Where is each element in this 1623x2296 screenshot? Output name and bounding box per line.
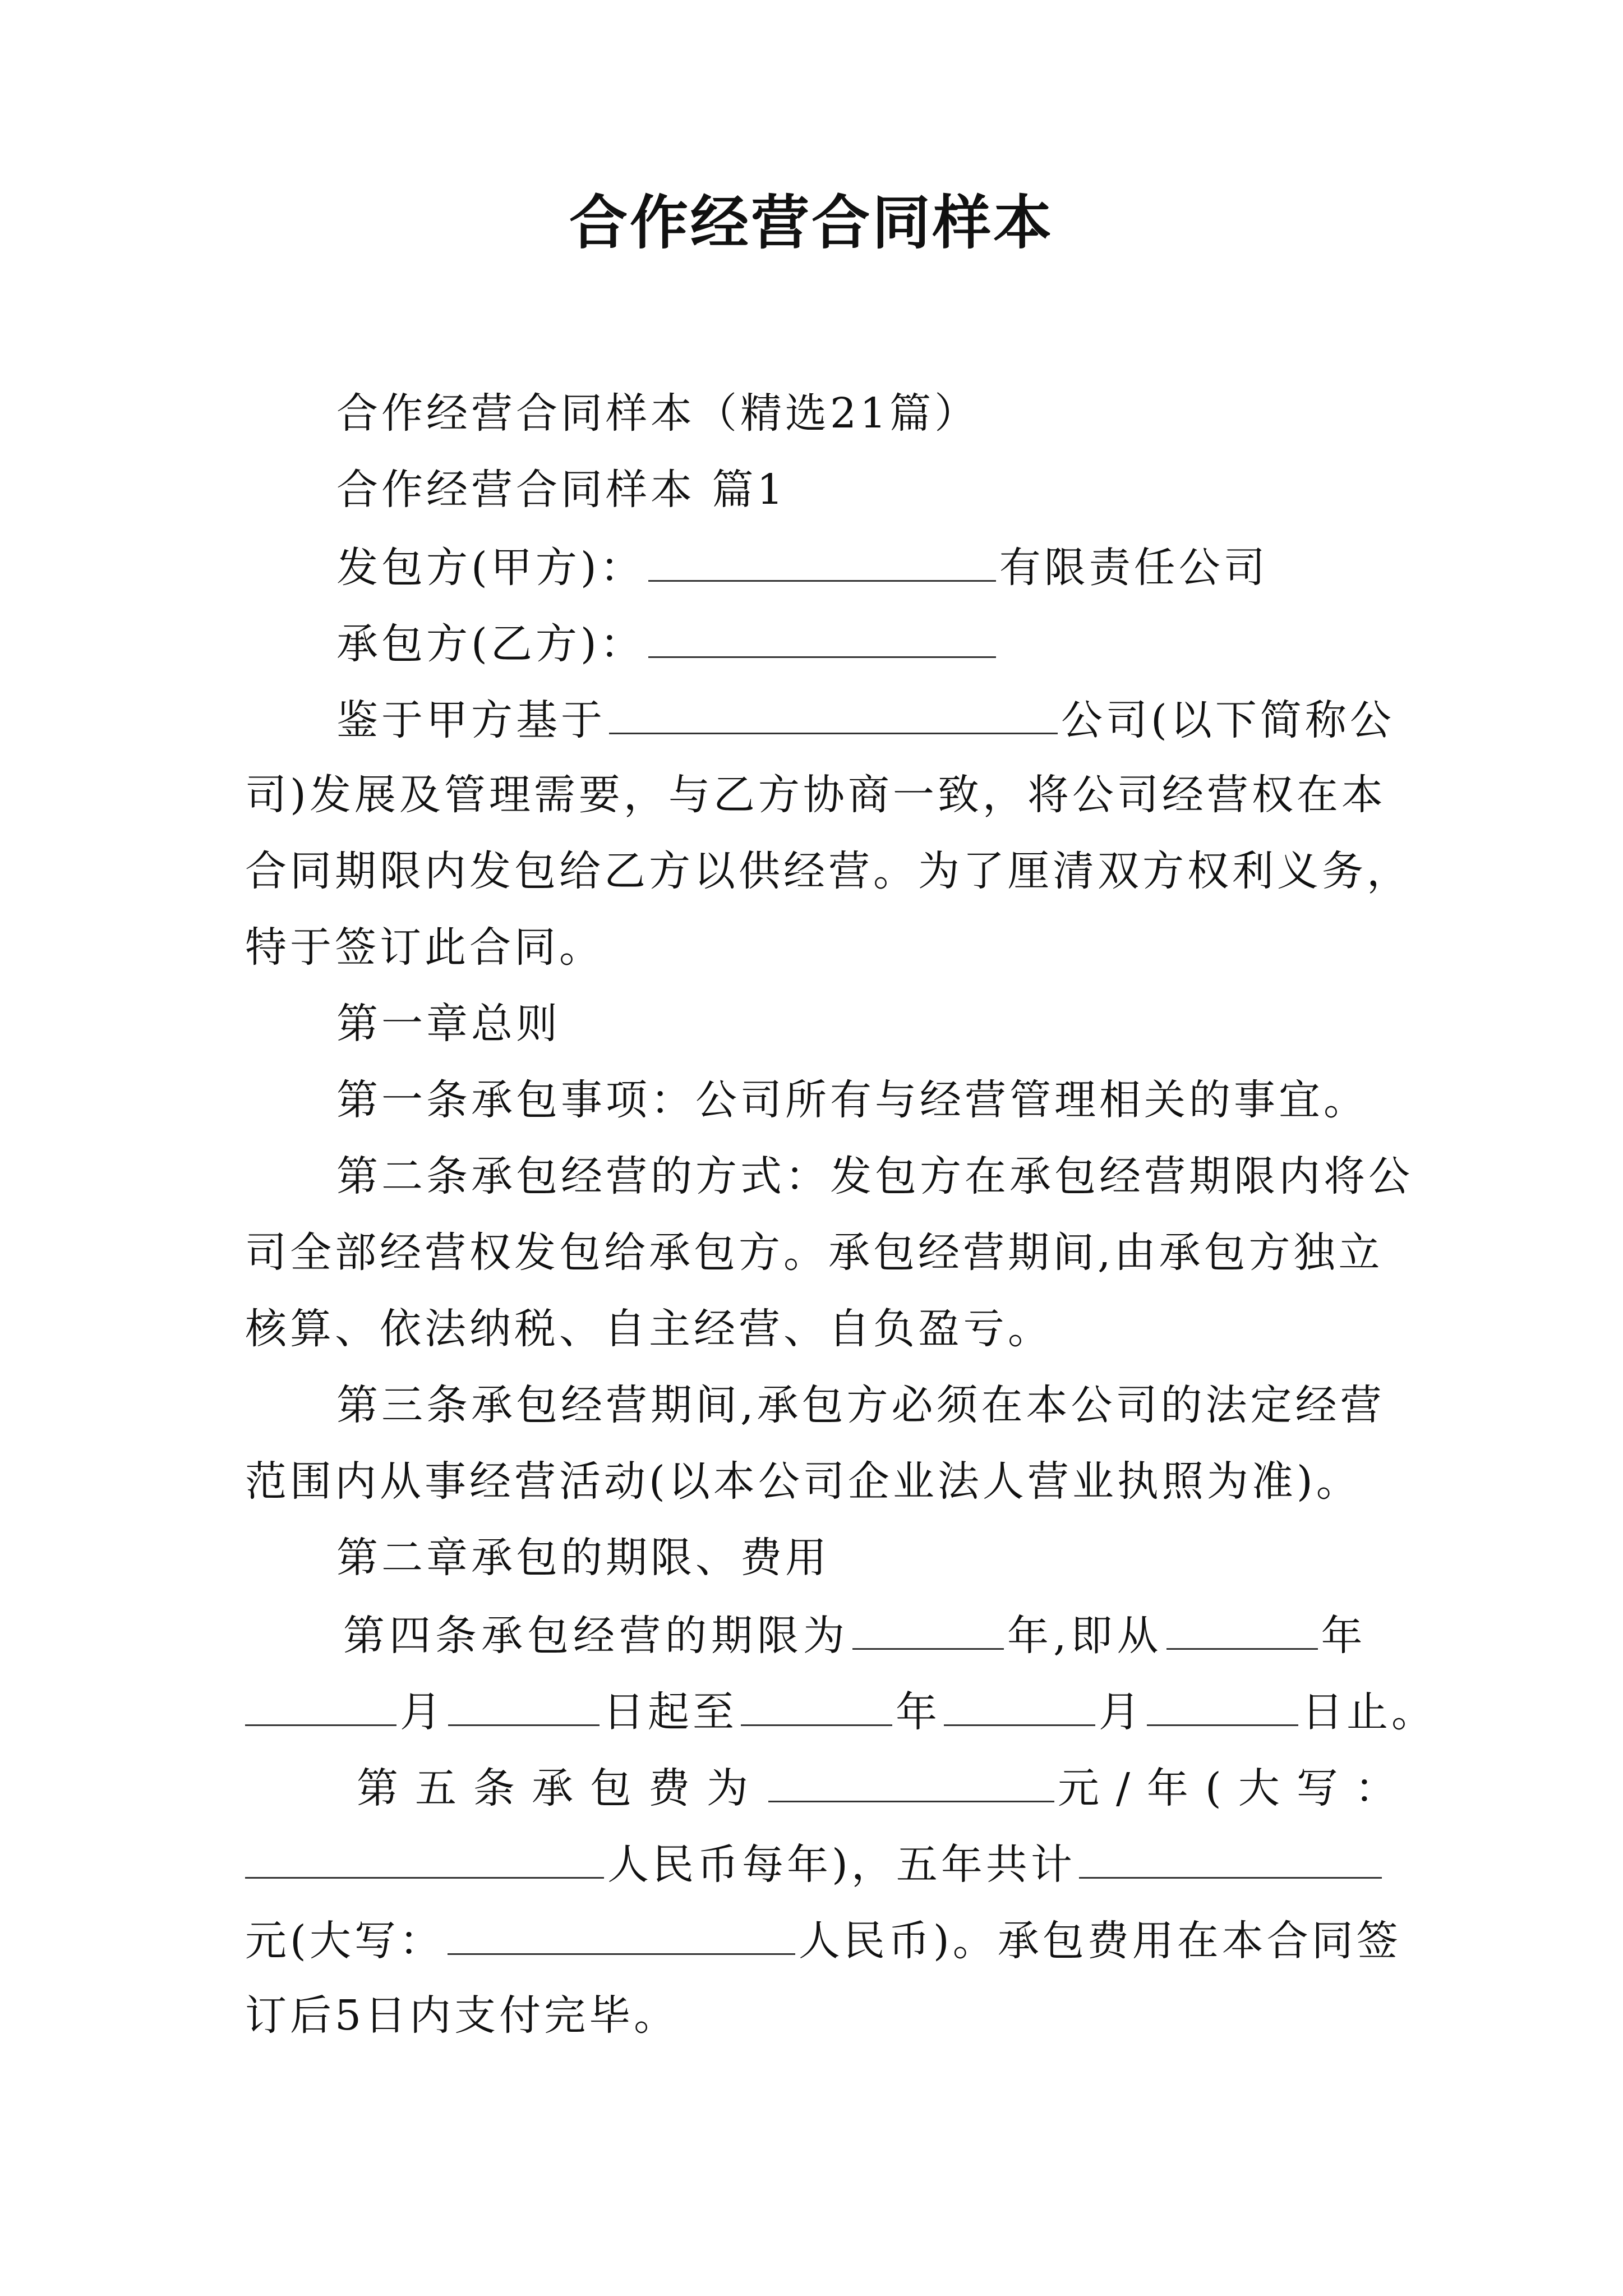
party-a-blank [648,545,996,582]
party-a-suffix: 有限责任公司 [999,544,1269,592]
article-4-month-2: 月 [1099,1688,1144,1736]
paragraph-preamble-line-4: 特于签订此合同。 [245,923,604,972]
paragraph-party-b [336,620,999,668]
article-4-line-2 [245,1688,1436,1736]
party-a-label: 发包方(甲方)： [336,544,645,592]
total-fee-words-blank [448,1918,795,1955]
article-4-end: 日止。 [1302,1688,1436,1736]
preamble-text-a: 鉴于甲方基于 [336,696,606,744]
end-day-blank [1147,1690,1298,1726]
article-5-text-a: 第五条承包费为 [357,1764,765,1812]
article-4-text-b: 年,即从 [1007,1612,1163,1660]
article-5-text-d: 元(大写： [245,1917,444,1965]
preamble-text-b: 公司(以下简称公 [1061,696,1395,744]
company-name-blank [609,698,1058,734]
term-years-blank [852,1613,1004,1650]
annual-fee-blank [768,1766,1054,1802]
article-5-line-3 [245,1917,1401,1965]
annual-fee-words-blank [245,1842,604,1879]
article-5-text-e: 人民币)。承包费用在本合同签 [798,1917,1401,1965]
article-4-from: 日起至 [603,1688,737,1736]
end-year-blank [741,1690,892,1726]
article-5-text-c: 人民币每年)，五年共计 [607,1841,1076,1889]
article-4-month: 月 [400,1688,445,1736]
paragraph-section-heading: 合作经营合同样本 篇1 [336,466,787,514]
article-4-text-c: 年 [1321,1612,1367,1660]
article-3-line-2: 范围内从事经营活动(以本公司企业法人营业执照为准)。 [245,1457,1361,1506]
article-2-line-2: 司全部经营权发包给承包方。承包经营期间,由承包方独立 [245,1228,1384,1277]
article-4-text-a: 第四条承包经营的期限为 [343,1612,849,1660]
article-3-line-1: 第三条承包经营期间,承包方必须在本公司的法定经营 [336,1381,1385,1429]
paragraph-preamble-line-2: 司)发展及管理需要，与乙方协商一致，将公司经营权在本 [245,771,1386,819]
start-year-blank [1166,1613,1318,1650]
start-day-blank [448,1690,600,1726]
end-month-blank [944,1690,1095,1726]
chapter-2-heading: 第二章承包的期限、费用 [336,1534,830,1582]
chapter-1-heading: 第一章总则 [336,1000,561,1048]
start-month-blank [245,1690,396,1726]
article-2-line-1: 第二条承包经营的方式：发包方在承包经营期限内将公 [336,1152,1413,1200]
article-1: 第一条承包事项：公司所有与经营管理相关的事宜。 [336,1076,1368,1124]
paragraph-party-a [336,544,1269,592]
article-5-line-4: 订后5日内支付完毕。 [245,1991,679,2040]
paragraph-preamble-line-3: 合同期限内发包给乙方以供经营。为了厘清双方权利义务， [245,847,1412,895]
article-4-year: 年 [896,1688,940,1736]
party-b-blank [648,622,996,658]
total-fee-blank [1079,1842,1382,1879]
document-title: 合作经营合同样本 [569,188,1054,257]
party-b-label: 承包方(乙方)： [336,620,645,668]
paragraph-preamble-line-1 [336,696,1395,744]
article-5-line-1 [357,1764,1413,1812]
article-2-line-3: 核算、依法纳税、自主经营、自负盈亏。 [245,1305,1053,1353]
article-5-line-2 [245,1841,1385,1889]
paragraph-subtitle: 合作经营合同样本（精选21篇） [336,389,980,438]
article-5-text-b: 元/年(大写： [1058,1764,1413,1812]
article-4-line-1 [343,1612,1367,1660]
